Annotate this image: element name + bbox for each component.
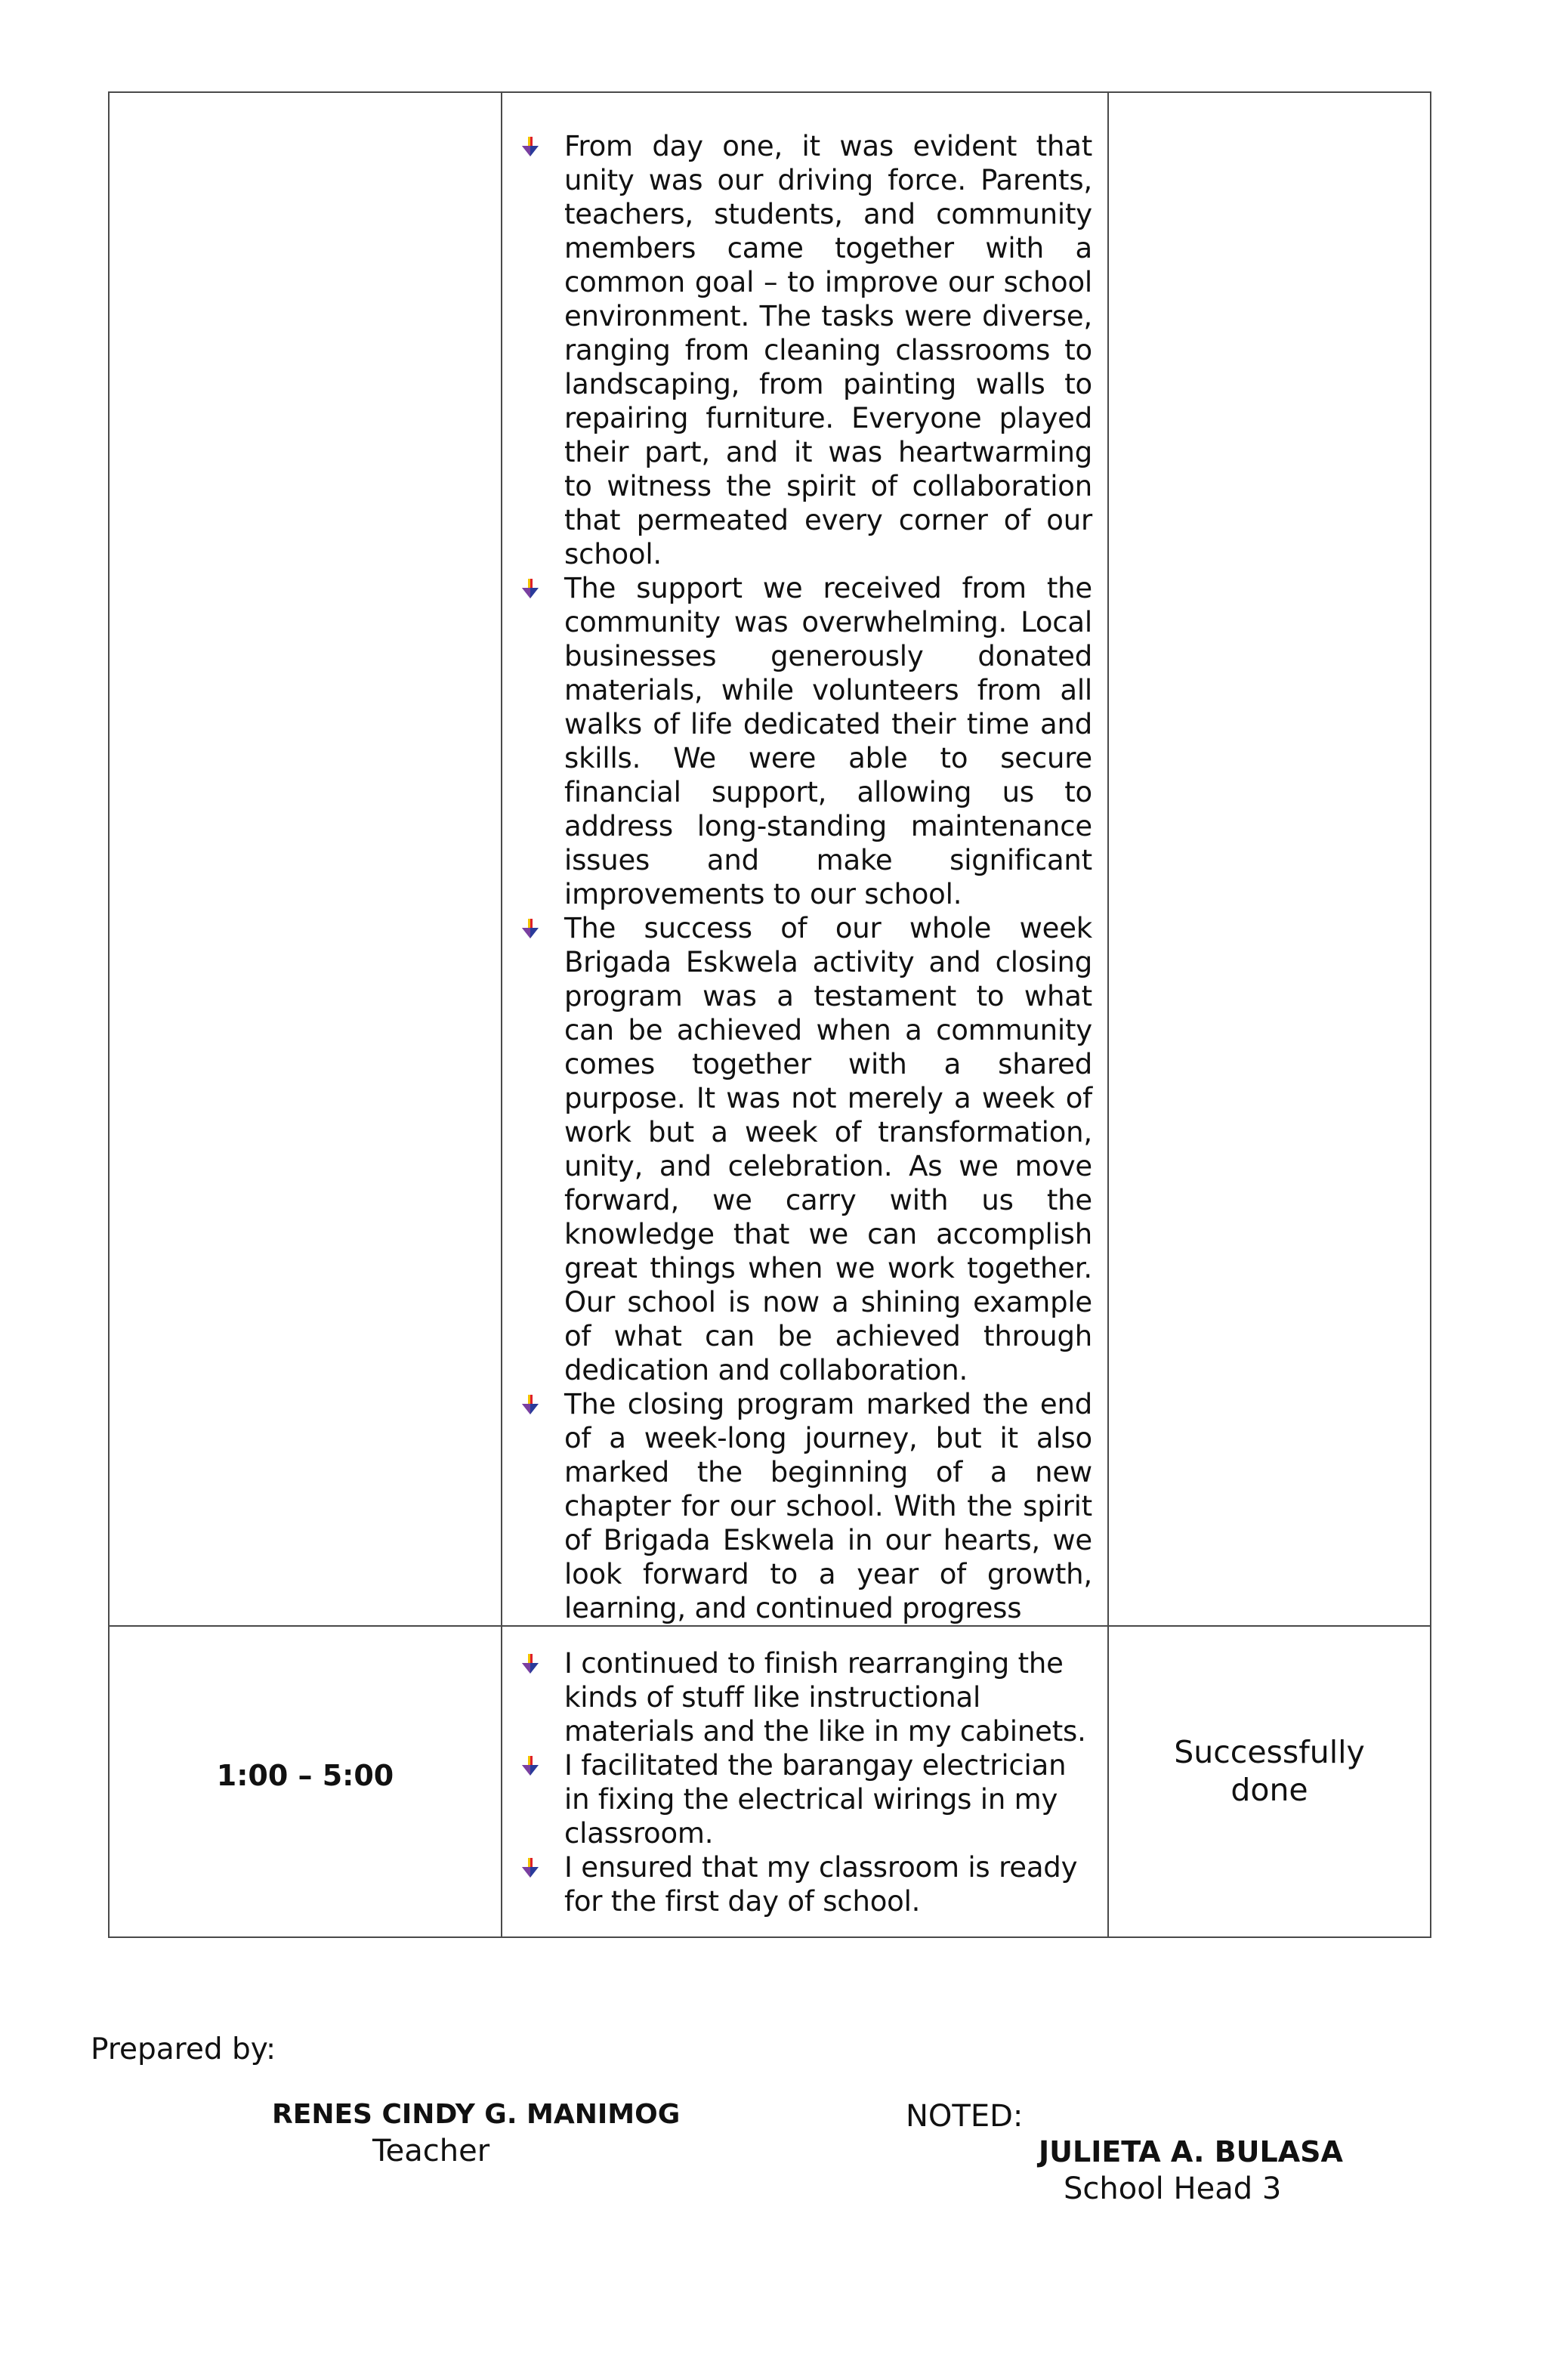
activity-text: The success of our whole week Brigada Eskwela activity and closing program was a testament to what can be achieved when a community comes together with a shared purpose. It was not merely a week of work but a week of transformation, unity, and celebration. As we move forward, we carry with us the knowledge that we can accomplish great things when we work together. Our school is now a shining example of what can be achieved through dedication and collaboration. (564, 912, 1092, 1386)
activity-text: I ensured that my classroom is ready for the first day of school. (564, 1851, 1078, 1918)
arrow-bullet-icon (519, 1754, 542, 1777)
time-text: 1:00 – 5:00 (216, 1759, 394, 1792)
school-head-name: JULIETA A. BULASA (1039, 2135, 1343, 2168)
time-cell (109, 1626, 502, 1937)
time-cell (109, 92, 502, 1626)
list-item (564, 1387, 1092, 1625)
prepared-by-label: Prepared by: (91, 2032, 276, 2066)
remarks-cell (1108, 92, 1431, 1626)
activity-text: The support we received from the community was overwhelming. Local businesses generously donated materials, while volunteers from all walks of life dedicated their time and skills. We were able to secure financial support, allowing us to address long-standing maintenance issues and make significant improvements to our school. (564, 572, 1092, 910)
arrow-bullet-icon (519, 1856, 542, 1879)
arrow-bullet-icon (519, 917, 542, 940)
arrow-bullet-icon (519, 1393, 542, 1416)
activity-text: From day one, it was evident that unity was our driving force. Parents, teachers, students, and community members came together with a common goal – to improve our school environment. The tasks were diverse, ranging from cleaning classrooms to landscaping, from painting walls to repairing furniture. Everyone played their part, and it was heartwarming to witness the spirit of collaboration that permeated every corner of our school. (564, 130, 1092, 570)
noted-label: NOTED: (906, 2099, 1024, 2134)
list-item (564, 911, 1092, 1387)
remarks-cell (1108, 1626, 1431, 1937)
activity-text: I continued to finish rearranging the kinds of stuff like instructional materials and the like in my cabinets. (564, 1647, 1086, 1748)
arrow-bullet-icon (519, 577, 542, 600)
activities-cell (502, 1626, 1108, 1937)
list-item (564, 1748, 1092, 1850)
remarks-text: Successfully done (1174, 1734, 1365, 1808)
preparer-name: RENES CINDY G. MANIMOG (272, 2099, 681, 2130)
school-head-role: School Head 3 (1064, 2171, 1282, 2206)
activities-cell (502, 92, 1108, 1626)
arrow-bullet-icon (519, 1652, 542, 1675)
list-item (564, 571, 1092, 911)
list-item (564, 1646, 1092, 1748)
accomplishment-table (108, 91, 1431, 1938)
activity-list (502, 1627, 1107, 1918)
list-item (564, 1850, 1092, 1918)
table-row (109, 1626, 1431, 1937)
arrow-bullet-icon (519, 135, 542, 158)
list-item (564, 129, 1092, 571)
activity-list (502, 93, 1107, 1625)
activity-text: I facilitated the barangay electrician in fixing the electrical wirings in my classroom. (564, 1749, 1067, 1850)
preparer-role: Teacher (372, 2134, 490, 2168)
activity-text: The closing program marked the end of a week-long journey, but it also marked the beginning of a new chapter for our school. With the spirit of Brigada Eskwela in our hearts, we look forward to a year of growth, learning, and continued progress (564, 1388, 1092, 1624)
table-row (109, 92, 1431, 1626)
